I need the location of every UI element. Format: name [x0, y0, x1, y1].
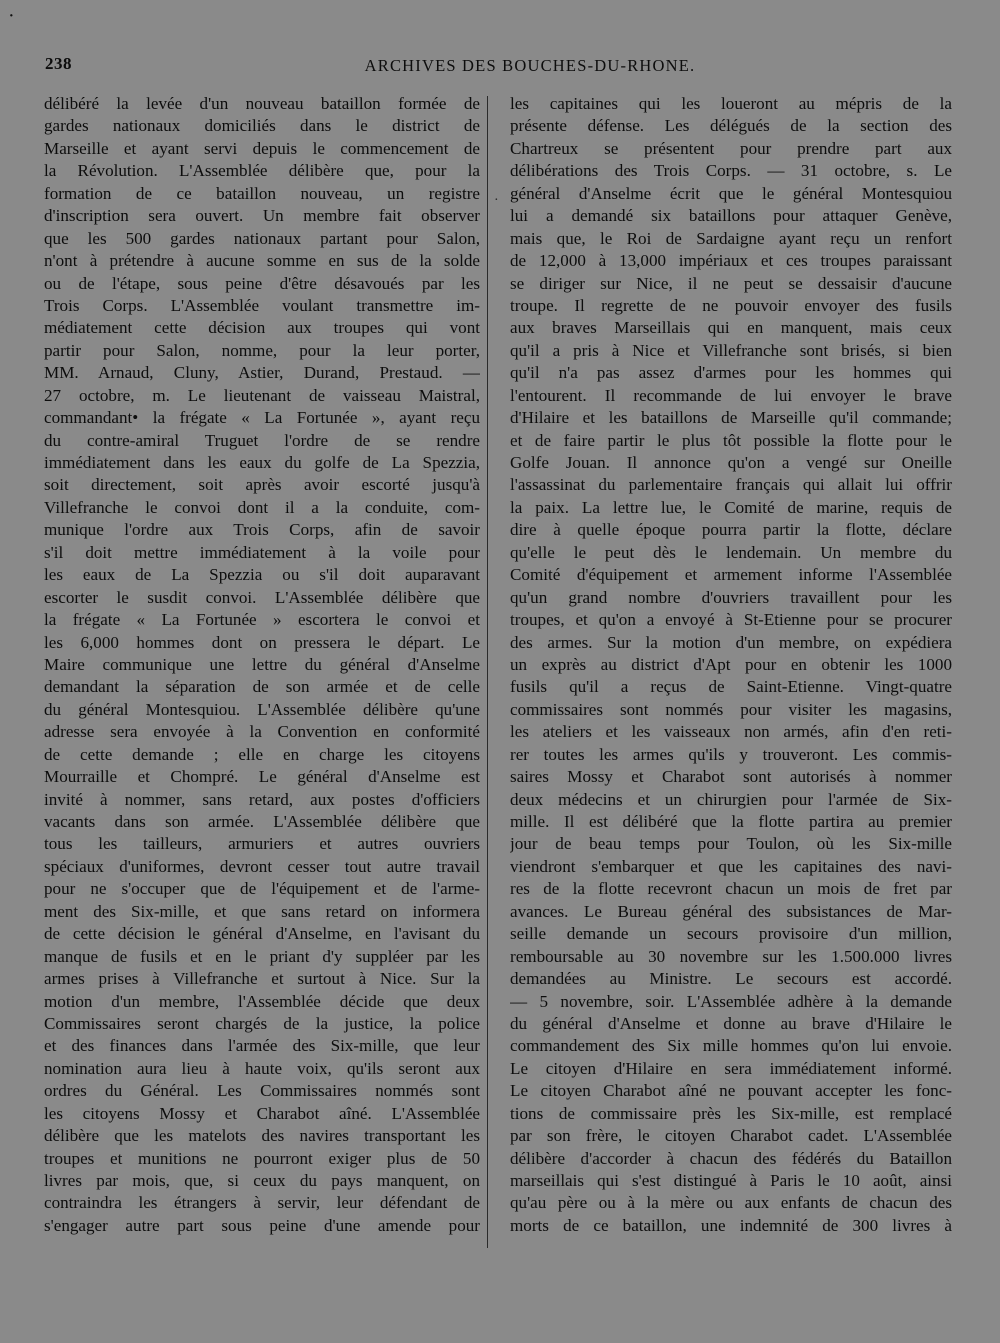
text-line: les eaux de La Spezzia ou s'il doit auparavant: [44, 565, 480, 585]
text-line: adresse sera envoyée à la Convention en conformité: [44, 722, 480, 742]
text-line: du général Montesquiou. L'Assemblée délibère qu'une: [44, 699, 480, 719]
text-line: invité à nommer, sans retard, aux postes d'officiers: [44, 789, 480, 809]
text-line: demandées au Ministre. Le secours est accordé.: [510, 969, 952, 989]
text-line: vacants dans son armée. L'Assemblée délibère que: [44, 812, 480, 831]
text-line: armes prises à Villefranche et surtout à Nice. Sur la: [44, 969, 480, 989]
text-line: les capitaines qui les loueront au mépris de la: [510, 94, 952, 113]
text-line: de cette décision le général d'Anselme, en l'avisant du: [44, 924, 480, 944]
text-line: délibéré la levée d'un nouveau bataillon formée de: [44, 94, 480, 113]
text-line: mais que, le Roi de Sardaigne ayant reçu un renfort: [510, 228, 952, 248]
text-line: les 6,000 hommes dont on pressera le départ. Le: [44, 632, 480, 652]
text-line: viendront s'embarquer et que les capitaines des navi-: [510, 856, 952, 876]
text-line: contraindra les étrangers à servir, leur défendant de: [44, 1193, 480, 1213]
column-divider: [487, 96, 488, 1248]
text-line: Maire communique une lettre du général d'Anselme: [44, 654, 480, 674]
text-line: deux médecins et un chirurgien pour l'armée de Six-: [510, 789, 952, 809]
text-line: les citoyens Mossy et Charabot aîné. L'Assemblée: [44, 1103, 480, 1123]
text-line: Commissaires seront chargés de la justice, la police: [44, 1013, 480, 1033]
text-line: tions de commissaire près les Six-mille, est remplacé: [510, 1103, 952, 1123]
text-line: spéciaux d'uniformes, devront cesser tout autre travail: [44, 856, 480, 876]
text-line: tous les tailleurs, armuriers et autres ouvriers: [44, 834, 480, 854]
text-line: Trois Corps. L'Assemblée voulant transmettre im-: [44, 295, 480, 315]
text-line: commandant• la frégate « La Fortunée », ayant reçu: [44, 408, 480, 428]
text-line: motion d'un membre, l'Assemblée décide que deux: [44, 991, 480, 1011]
text-line: des armes. Sur la motion d'un membre, on expédiera: [510, 632, 952, 652]
text-line: rer toutes les armes qu'ils y trouveront. Les commis-: [510, 744, 952, 764]
text-line: demandant la séparation de son armée et de celle: [44, 677, 480, 697]
text-line: aux braves Marseillais qui en manquent, mais ceux: [510, 318, 952, 338]
text-line: 27 octobre, m. Le lieutenant de vaisseau Maistral,: [44, 385, 480, 405]
text-line: se diriger sur Nice, il ne peut se dessaisir d'aucune: [510, 273, 952, 293]
right-text-column: [510, 93, 952, 1253]
left-text-column: [44, 93, 480, 1253]
text-line: Golfe Jouan. Il annonce qu'on a vengé sur Oneille: [510, 453, 952, 472]
text-line: Comité d'équipement et armement informe l'Assemblée: [510, 565, 952, 585]
text-line: pour ne s'occuper que de l'équipement et de l'arme-: [44, 879, 480, 899]
text-line: du contre-amiral Truguet l'ordre de se rendre: [44, 430, 480, 450]
text-line: s'il doit mettre immédiatement à la voile pour: [44, 542, 480, 562]
text-line: seille demande un secours provisoire d'un million,: [510, 924, 952, 944]
text-line: Marseille et ayant servi depuis le commencement de: [44, 138, 480, 158]
text-line: et de faire partir le plus tôt possible la flotte pour le: [510, 430, 952, 450]
text-line: délibère d'accorder à chacun des fédérés du Bataillon: [510, 1148, 952, 1168]
text-line: ou de l'étape, sous peine d'être désavoués par les: [44, 273, 480, 293]
text-line: gardes nationaux domiciliés dans le district de: [44, 116, 480, 136]
text-line: livres par mois, que, si ceux du pays manquent, on: [44, 1171, 480, 1190]
text-line: avances. Le Bureau général des subsistances de Mar-: [510, 901, 952, 921]
text-line: de 12,000 à 13,000 impériaux et ces troupes paraissant: [510, 251, 952, 271]
text-line: Chartreux se présentent pour prendre part aux: [510, 138, 952, 158]
page-corner-mark: ·: [8, 5, 15, 27]
text-line: MM. Arnaud, Cluny, Astier, Durand, Prestaud. —: [44, 363, 480, 383]
text-line: res de la flotte recevront chacun un mois de fret par: [510, 879, 952, 899]
text-line: lui a demandé six bataillons pour attaquer Genève,: [510, 206, 952, 226]
text-line: les ateliers et les vaisseaux non armés, afin d'en reti-: [510, 722, 952, 742]
running-title: ARCHIVES DES BOUCHES-DU-RHONE.: [364, 56, 696, 75]
page-header: [45, 54, 955, 82]
text-line: la paix. La lettre lue, le Comité de marine, requis de: [510, 497, 952, 517]
text-line: escorter le susdit convoi. L'Assemblée délibère que: [44, 587, 480, 607]
text-line: qu'au père ou à la mère ou aux enfants de chacun des: [510, 1193, 952, 1213]
text-line: remboursable au 30 novembre sur les 1.500.000 livres: [510, 946, 952, 966]
text-line: Le citoyen d'Hilaire en sera immédiatement informé.: [510, 1058, 952, 1078]
text-line: un exprès au district d'Apt pour en obtenir les 1000: [510, 654, 952, 674]
text-line: fusils qu'il a reçus de Saint-Etienne. Vingt-quatre: [510, 677, 952, 697]
text-line: jour de beau temps pour Toulon, où les Six-mille: [510, 834, 952, 854]
text-line: commissaires sont nommés pour visiter les magasins,: [510, 699, 952, 719]
text-line: de cette demande ; elle en charge les citoyens: [44, 744, 480, 764]
text-line: délibérations des Trois Corps. — 31 octobre, s. Le: [510, 161, 952, 181]
text-line: ment des Six-mille, et que sans retard on informera: [44, 901, 480, 921]
text-line: Le citoyen Charabot aîné ne pouvant accepter les fonc-: [510, 1081, 952, 1101]
text-line: la Révolution. L'Assemblée délibère que, pour la: [44, 161, 480, 181]
text-line: qu'il a pris à Nice et Villefranche sont brisés, si bien: [510, 340, 952, 360]
text-line: partir pour Salon, nomme, pour la leur porter,: [44, 340, 480, 360]
text-line: et des finances dans l'armée des Six-mille, que leur: [44, 1036, 480, 1056]
text-line: médiatement cette décision aux troupes qui vont: [44, 318, 480, 338]
text-line: manque de fusils et en le priant d'y suppléer par les: [44, 946, 480, 966]
text-line: saires Mossy et Charabot sont autorisés à nommer: [510, 767, 952, 787]
text-line: général d'Anselme écrit que le général Montesquiou: [510, 183, 952, 203]
text-line: troupe. Il regrette de ne pouvoir envoyer des fusils: [510, 295, 952, 315]
text-line: n'ont à prétendre à aucune somme en sus de la solde: [44, 251, 480, 271]
text-line: nomination aura lieu à haute voix, qu'ils seront aux: [44, 1058, 480, 1078]
text-line: commandement des Six mille hommes qu'on lui envoie.: [510, 1036, 952, 1056]
text-line: qu'elle le peut dès le lendemain. Un membre du: [510, 542, 952, 562]
text-line: morts de ce bataillon, une indemnité de 300 livres à: [510, 1215, 952, 1235]
text-line: qu'un grand nombre d'ouvriers travaillent pour les: [510, 587, 952, 607]
text-line: d'inscription sera ouvert. Un membre fait observer: [44, 206, 480, 226]
text-line: délibère que les matelots des navires transportant les: [44, 1126, 480, 1146]
text-line: Villefranche le convoi dont il a la conduite, com-: [44, 497, 480, 517]
text-line: soit directement, soit après avoir escorté jusqu'à: [44, 475, 480, 495]
text-line: la frégate « La Fortunée » escortera le convoi et: [44, 610, 480, 630]
text-line: s'engager autre part sous peine d'une amende pour: [44, 1215, 480, 1235]
page-number: 238: [45, 54, 72, 73]
text-line: qu'il n'a pas assez d'armes pour les hommes qui: [510, 363, 952, 383]
text-line: ordres du Général. Les Commissaires nommés sont: [44, 1081, 480, 1101]
text-line: présente défense. Les délégués de la section des: [510, 116, 952, 136]
text-line: — 5 novembre, soir. L'Assemblée adhère à la demande: [510, 991, 952, 1011]
text-line: munique l'ordre aux Trois Corps, afin de savoir: [44, 520, 480, 540]
text-line: immédiatement dans les eaux du golfe de La Spezzia,: [44, 453, 480, 472]
text-line: troupes et munitions ne pourront exiger plus de 50: [44, 1148, 480, 1168]
text-line: troupes, et qu'on a envoyé à St-Etienne pour se procurer: [510, 610, 952, 630]
text-line: mille. Il est délibéré que la flotte partira au premier: [510, 812, 952, 831]
text-line: d'Hilaire et les bataillons de Marseille qu'il commande;: [510, 408, 952, 428]
margin-mark: ·: [494, 193, 499, 208]
text-line: formation de ce bataillon nouveau, un registre: [44, 183, 480, 203]
text-line: dire à quelle époque pourra partir la flotte, déclare: [510, 520, 952, 540]
text-line: que les 500 gardes nationaux partant pour Salon,: [44, 228, 480, 248]
text-line: l'assassinat du parlementaire français qui allait lui offrir: [510, 475, 952, 495]
text-line: marseillais qui s'est distingué à Paris le 10 août, ainsi: [510, 1171, 952, 1190]
text-line: du général d'Anselme et donne au brave d'Hilaire le: [510, 1013, 952, 1033]
text-line: Mourraille et Chompré. Le général d'Anselme est: [44, 767, 480, 787]
text-line: l'entourent. Il recommande de lui envoyer le brave: [510, 385, 952, 405]
text-line: par son frère, le citoyen Charabot cadet. L'Assemblée: [510, 1126, 952, 1146]
